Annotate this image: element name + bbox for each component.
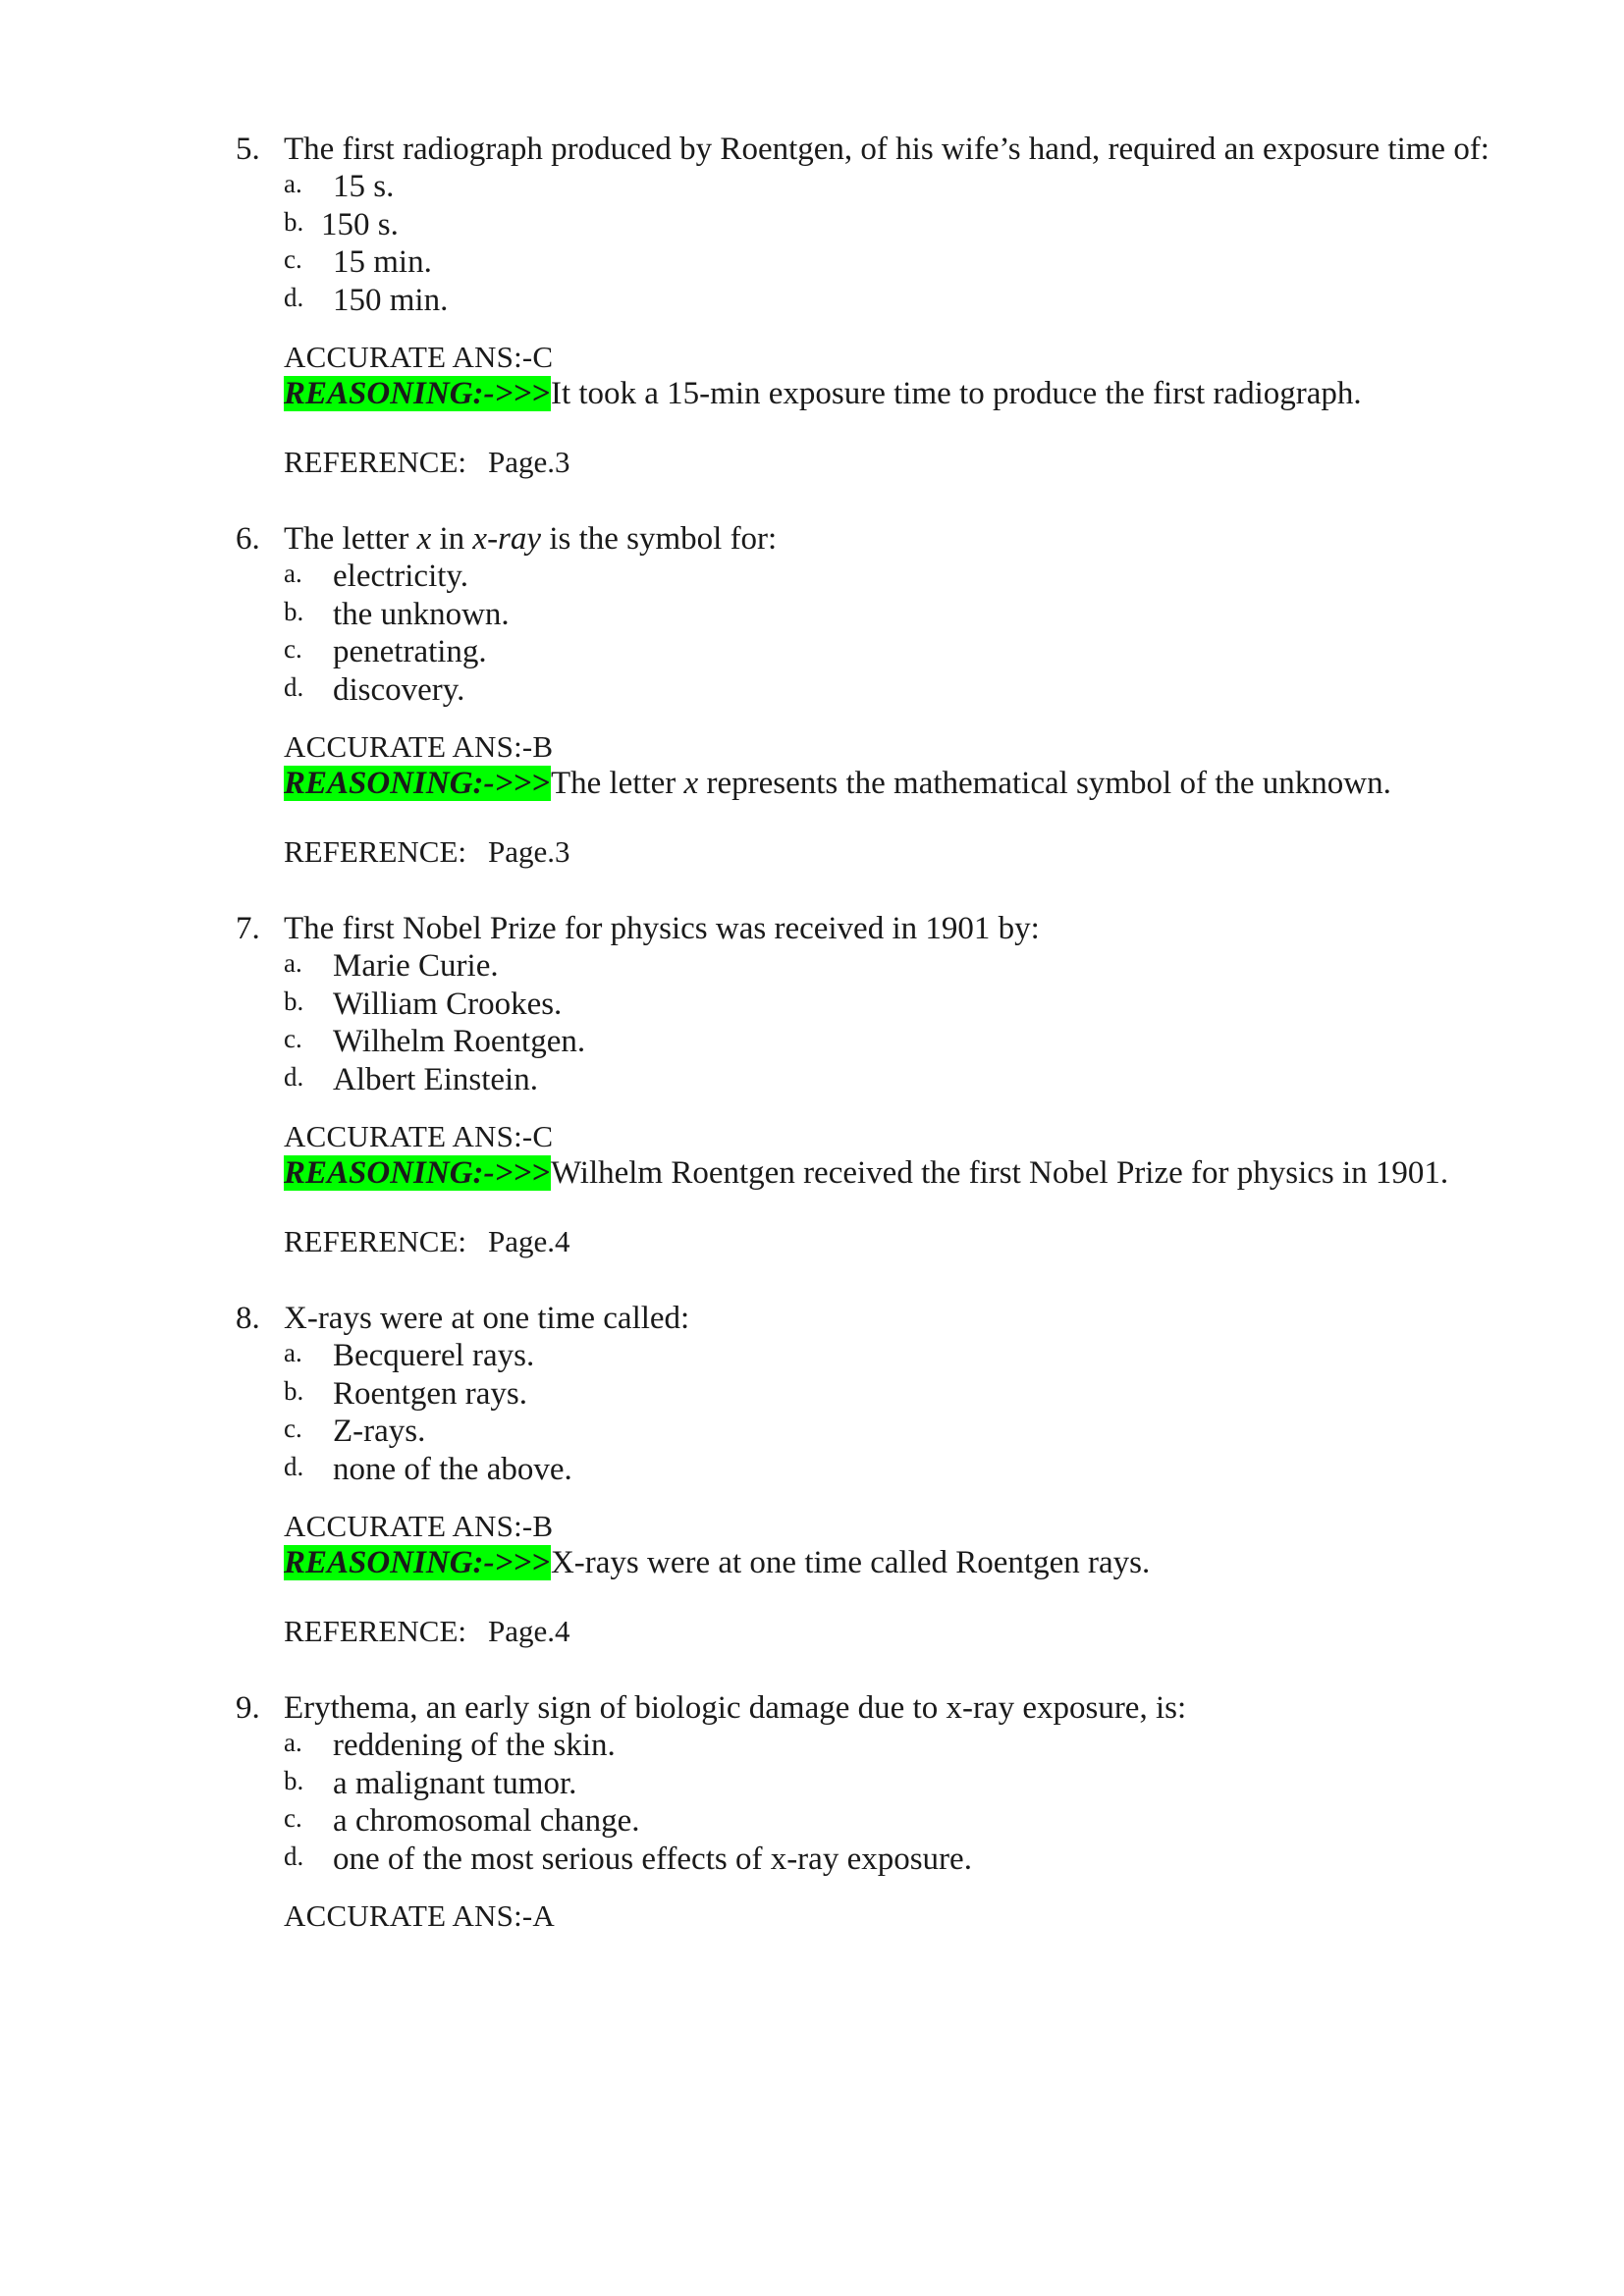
reasoning-text: The letter: [550, 766, 684, 801]
option-letter: b.: [284, 986, 304, 1016]
option-text: 150 min.: [333, 282, 449, 318]
option-text: reddening of the skin.: [333, 1728, 616, 1763]
option-letter: d.: [284, 1841, 304, 1871]
reference-page: Page.4: [488, 1614, 570, 1648]
reference: [284, 1224, 570, 1259]
option-letter: a.: [284, 559, 302, 588]
reasoning: [284, 1154, 1448, 1192]
option-letter: a.: [284, 1338, 302, 1367]
stem-text: is the symbol for:: [541, 521, 778, 557]
stem-italic: x: [416, 521, 432, 557]
accurate-answer: ACCURATE ANS:-C: [284, 340, 554, 374]
option-text: 15 s.: [333, 169, 395, 204]
reasoning: [284, 765, 1391, 802]
option-text: a malignant tumor.: [333, 1765, 577, 1801]
question-number: 7.: [236, 911, 260, 946]
reasoning-label: REASONING:->>>: [284, 1155, 550, 1191]
reasoning-label: REASONING:->>>: [284, 1545, 550, 1580]
stem-italic: x-ray: [472, 521, 542, 557]
option-text: Roentgen rays.: [333, 1375, 527, 1412]
option-text: 150 s.: [321, 206, 399, 242]
question-stem: The first radiograph produced by Roentgen, of his wife’s hand, required an exposure time of:: [284, 132, 1489, 167]
option-letter: b.: [284, 206, 304, 237]
option-text: Z-rays.: [333, 1414, 426, 1449]
option-letter: c.: [284, 244, 302, 274]
accurate-answer: ACCURATE ANS:-B: [284, 729, 554, 764]
question-stem: X-rays were at one time called:: [284, 1301, 690, 1336]
reference-label: REFERENCE:: [284, 1614, 467, 1648]
reasoning: [284, 375, 1362, 412]
option-text: William Crookes.: [333, 986, 563, 1022]
option-letter: a.: [284, 948, 302, 978]
option-letter: c.: [284, 1414, 302, 1443]
reasoning: [284, 1544, 1150, 1581]
accurate-answer: ACCURATE ANS:-C: [284, 1119, 554, 1153]
question-stem: The first Nobel Prize for physics was received in 1901 by:: [284, 911, 1040, 946]
option-letter: c.: [284, 1803, 302, 1833]
reasoning-label: REASONING:->>>: [284, 766, 550, 801]
option-letter: b.: [284, 596, 304, 626]
question-number: 9.: [236, 1690, 260, 1726]
reference-label: REFERENCE:: [284, 834, 467, 869]
reference-page: Page.3: [488, 445, 570, 479]
question-number: 5.: [236, 132, 260, 167]
reference-page: Page.3: [488, 834, 570, 869]
option-text: Albert Einstein.: [333, 1061, 538, 1097]
reference-page: Page.4: [488, 1224, 570, 1258]
reference: [284, 445, 570, 480]
option-text: one of the most serious effects of x-ray exposure.: [333, 1841, 972, 1877]
question-stem: Erythema, an early sign of biologic damage due to x-ray exposure, is:: [284, 1690, 1187, 1726]
reasoning-text: Wilhelm Roentgen received the first Nobel Prize for physics in 1901.: [550, 1155, 1449, 1191]
reference: [284, 1614, 570, 1649]
option-letter: d.: [284, 1061, 304, 1092]
option-text: penetrating.: [333, 634, 487, 669]
option-text: the unknown.: [333, 596, 510, 632]
stem-text: in: [431, 521, 473, 557]
reference: [284, 834, 570, 870]
reasoning-italic: x: [683, 766, 699, 801]
option-text: Marie Curie.: [333, 948, 499, 984]
question-number: 8.: [236, 1301, 260, 1336]
reasoning-text: It took a 15-min exposure time to produce the first radiograph.: [550, 376, 1362, 411]
option-text: discovery.: [333, 671, 465, 708]
option-text: electricity.: [333, 559, 469, 594]
reasoning-text: represents the mathematical symbol of the unknown.: [698, 766, 1391, 801]
option-letter: b.: [284, 1375, 304, 1406]
option-text: Becquerel rays.: [333, 1338, 535, 1373]
option-text: 15 min.: [333, 244, 432, 280]
reference-label: REFERENCE:: [284, 1224, 467, 1258]
option-text: Wilhelm Roentgen.: [333, 1024, 586, 1059]
option-letter: d.: [284, 671, 304, 702]
stem-text: The letter: [284, 521, 417, 557]
option-text: none of the above.: [333, 1451, 572, 1487]
option-letter: d.: [284, 282, 304, 312]
reference-label: REFERENCE:: [284, 445, 467, 479]
question-number: 6.: [236, 521, 260, 557]
option-letter: a.: [284, 1728, 302, 1757]
reasoning-text: X-rays were at one time called Roentgen rays.: [550, 1545, 1151, 1580]
question-stem: [284, 520, 777, 558]
option-letter: c.: [284, 634, 302, 664]
option-letter: c.: [284, 1024, 302, 1053]
option-letter: a.: [284, 169, 302, 198]
accurate-answer: ACCURATE ANS:-B: [284, 1509, 554, 1543]
option-letter: b.: [284, 1765, 304, 1795]
option-letter: d.: [284, 1451, 304, 1481]
accurate-answer: ACCURATE ANS:-A: [284, 1898, 556, 1933]
reasoning-label: REASONING:->>>: [284, 376, 550, 411]
option-text: a chromosomal change.: [333, 1803, 640, 1839]
